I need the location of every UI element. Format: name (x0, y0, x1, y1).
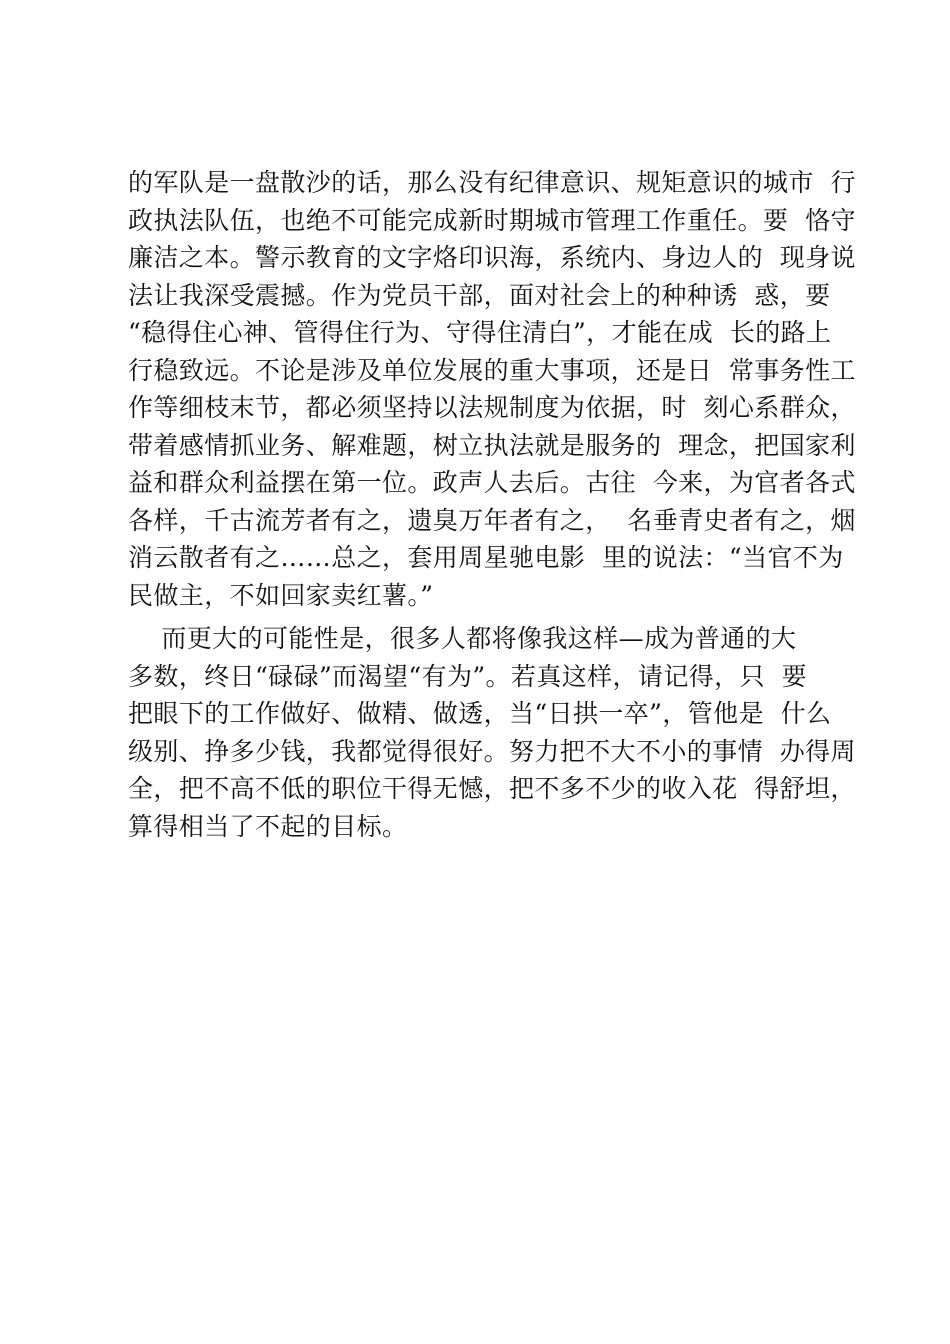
text-line: 民做主，不如回家卖红薯。” (128, 580, 434, 610)
text-line: 而更大的可能性是，很多人都将像我这样—成为普通的大 (128, 624, 797, 653)
text-line: “稳得住心神、管得住行为、守得住清白”，才能在成 长的路上 (128, 318, 832, 347)
document-body (128, 164, 856, 845)
paragraph-1 (128, 164, 856, 614)
text-line: 全，把不高不低的职位干得无憾，把不多不少的收入花 得舒坦， (128, 774, 856, 803)
text-line: 级别、挣多少钱，我都觉得很好。努力把不大不小的事情 办得周 (128, 736, 856, 766)
text-line: 消云散者有之……总之，套用周星驰电影 里的说法：“当官不为 (128, 543, 844, 572)
text-line: 的军队是一盘散沙的话，那么没有纪律意识、规矩意识的城市 行 (128, 168, 856, 197)
text-line: 算得相当了不起的目标。 (128, 811, 408, 841)
text-line: 带着感情抓业务、解难题，树立执法就是服务的 理念，把国家利 (128, 430, 856, 460)
paragraph-2 (128, 620, 856, 845)
text-line: 行稳致远。不论是涉及单位发展的重大事项，还是日 常事务性工 (128, 355, 856, 385)
text-line: 廉洁之本。警示教育的文字烙印识海，系统内、身边人的 现身说 (128, 243, 856, 272)
text-line: 益和群众利益摆在第一位。政声人去后。古往 今来，为官者各式 (128, 468, 856, 497)
text-line: 法让我深受震撼。作为党员干部，面对社会上的种种诱 惑，要 (128, 280, 831, 310)
text-line: 多数，终日“碌碌”而渴望“有为”。若真这样，请记得，只 要 (128, 661, 808, 691)
text-line: 各样，千古流芳者有之，遗臭万年者有之， 名垂青史者有之，烟 (128, 505, 856, 535)
text-line: 政执法队伍，也绝不可能完成新时期城市管理工作重任。要 恪守 (128, 205, 856, 235)
text-line: 把眼下的工作做好、做精、做透，当“日拱一卒”，管他是 什么 (128, 699, 832, 728)
text-line: 作等细枝末节，都必须坚持以法规制度为依据，时 刻心系群众， (128, 393, 856, 422)
